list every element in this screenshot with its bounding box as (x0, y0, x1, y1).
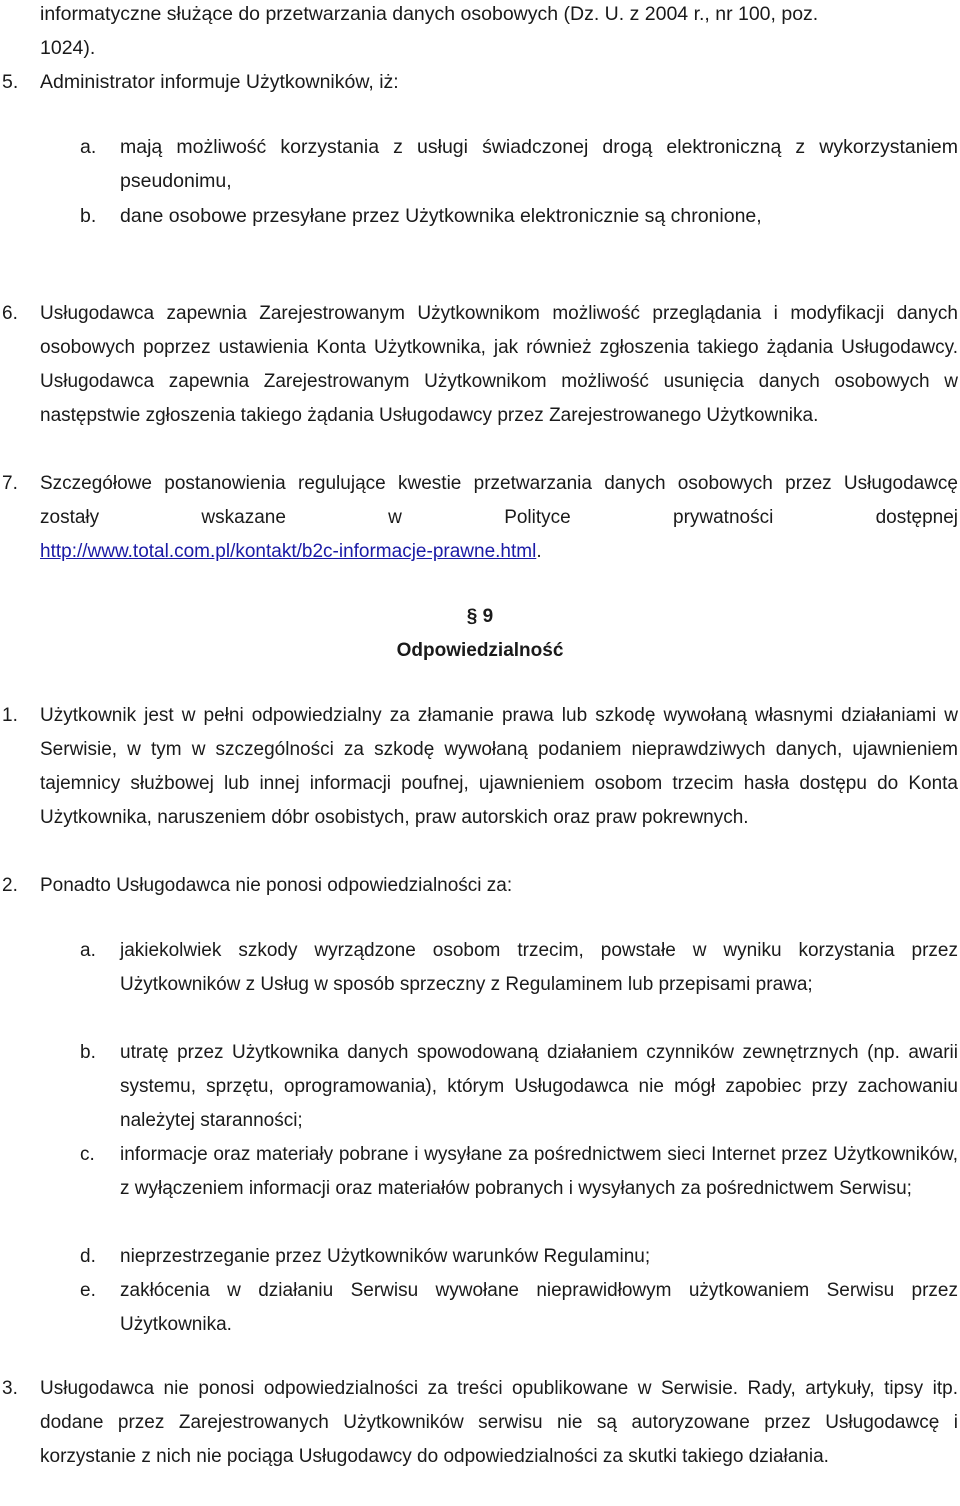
item-text: Administrator informuje Użytkowników, iż: (40, 71, 399, 93)
item-text-main: Szczegółowe postanowienia regulujące kwestie przetwarzania danych osobowych przez Usługodawcę zostały wskazane w Polityce prywatności dostępnej (40, 473, 958, 528)
item-number: 6. (2, 303, 18, 324)
item-number: 7. (2, 473, 18, 494)
link-trailing-dot: . (536, 541, 542, 562)
sub-item-text: mają możliwość korzystania z usługi świadczonej drogą elektroniczną z wykorzystaniem pseudonimu, (120, 136, 958, 192)
sub-item-text: utratę przez Użytkownika danych spowodowaną działaniem czynników zewnętrznych (np. awarii systemu, sprzętu, oprogramowania), którym Usługodawca nie mógł zapobiec przy zachowaniu należytej staranności; (120, 1042, 958, 1131)
item-text: Ponadto Usługodawca nie ponosi odpowiedzialności za: (40, 875, 513, 896)
privacy-policy-link[interactable]: http://www.total.com.pl/kontakt/b2c-informacje-prawne.html (40, 541, 537, 562)
item-number: 3. (2, 1378, 18, 1399)
sub-item-letter: a. (80, 940, 96, 961)
sub-item-letter: b. (80, 205, 97, 227)
sub-item-letter: b. (80, 1042, 96, 1063)
section-title: Odpowiedzialność (396, 640, 564, 661)
link-line (40, 535, 542, 569)
text-line: 1024). (40, 37, 96, 59)
sub-item-text: nieprzestrzeganie przez Użytkowników warunków Regulaminu; (120, 1246, 651, 1267)
sub-item-text: dane osobowe przesyłane przez Użytkownika elektronicznie są chronione, (120, 205, 762, 227)
sub-item-letter: c. (80, 1144, 95, 1165)
sub-item-letter: a. (80, 136, 97, 158)
continued-paragraph (40, 0, 818, 65)
item-number: 5. (2, 71, 19, 93)
item-text: Usługodawca zapewnia Zarejestrowanym Użytkownikom możliwość przeglądania i modyfikacji danych osobowych poprzez ustawienia Konta Użytkownika, jak również zgłoszenia takiego żądania Usługodawcy. Usługodawca zapewnia Zarejestrowanym Użytkownikom możliwość usunięcia danych osobowych w następstwie zgłoszenia takiego żądania Usługodawcy przez Zarejestrowanego Użytkownika. (40, 303, 958, 426)
section-number: § 9 (466, 606, 494, 627)
item-text (40, 467, 958, 535)
sub-item-text: jakiekolwiek szkody wyrządzone osobom trzecim, powstałe w wyniku korzystania przez Użytkowników z Usług w sposób sprzeczny z Regulaminem lub przepisami prawa; (120, 940, 958, 995)
text-line: informatyczne służące do przetwarzania danych osobowych (Dz. U. z 2004 r., nr 100, poz. (40, 3, 819, 25)
item-text: Usługodawca nie ponosi odpowiedzialności za treści opublikowane w Serwisie. Rady, artykuły, tipsy itp. dodane przez Zarejestrowanych Użytkowników serwisu nie są autoryzowane przez Usługodawcę i korzystanie z nich nie pociąga Usługodawcy do odpowiedzialności za skutki takiego działania. (40, 1378, 958, 1467)
sub-item-letter: d. (80, 1246, 96, 1267)
item-number: 1. (2, 705, 18, 726)
sub-item-text: zakłócenia w działaniu Serwisu wywołane nieprawidłowym użytkowaniem Serwisu przez Użytkownika. (120, 1280, 958, 1335)
item-number: 2. (2, 875, 18, 896)
sub-item-text: informacje oraz materiały pobrane i wysyłane za pośrednictwem sieci Internet przez Użytkowników, z wyłączeniem informacji oraz materiałów pobranych i wysyłanych za pośrednictwem Serwisu; (120, 1144, 958, 1199)
sub-item-letter: e. (80, 1280, 96, 1301)
item-text: Użytkownik jest w pełni odpowiedzialny za złamanie prawa lub szkodę wywołaną własnymi działaniami w Serwisie, w tym w szczególności za szkodę wywołaną podaniem nieprawdziwych danych, ujawnieniem tajemnicy służbowej lub innej informacji poufnej, ujawnieniem osobom trzecim hasła dostępu do Konta Użytkownika, naruszeniem dóbr osobistych, praw autorskich oraz praw pokrewnych. (40, 705, 958, 828)
